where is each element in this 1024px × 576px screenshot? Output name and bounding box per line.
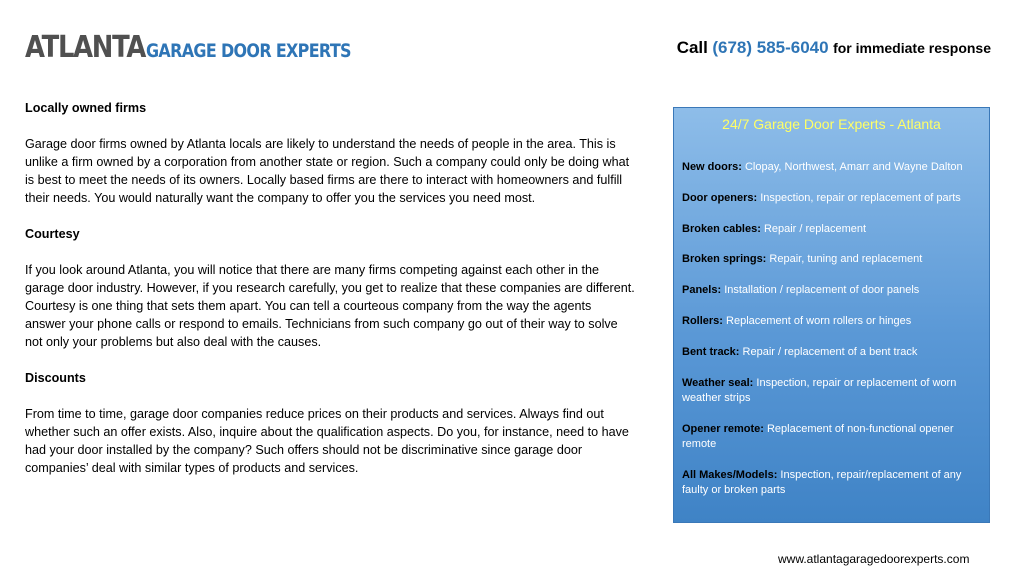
service-label: New doors: bbox=[682, 161, 742, 173]
services-panel bbox=[673, 107, 990, 523]
service-item-new-doors bbox=[682, 160, 981, 175]
service-label: All Makes/Models: bbox=[682, 468, 778, 481]
service-item-broken-springs bbox=[682, 252, 981, 267]
call-word: Call bbox=[676, 38, 708, 57]
article-body bbox=[25, 99, 635, 495]
service-item-door-openers bbox=[682, 191, 981, 206]
panel-title: 24/7 Garage Door Experts - Atlanta bbox=[722, 116, 941, 132]
company-logo bbox=[25, 30, 351, 65]
service-item-panels bbox=[682, 283, 981, 298]
section-paragraph: If you look around Atlanta, you will notice that there are many firms competing against each other in the garage door industry. However, if you research carefully, you get to realize that these companies are different. Courtesy is one thing that sets them apart. You can tell a courteous company from the way the agents answer your phone calls or respond to emails. Technicians from such company go out of their way to solve not only your problems but also deal with the causes. bbox=[25, 263, 635, 349]
phone-number[interactable]: (678) 585-6040 bbox=[712, 38, 829, 57]
logo-garage-door-experts-text: GARAGE DOOR EXPERTS bbox=[146, 40, 351, 62]
section-paragraph: Garage door firms owned by Atlanta locals are likely to understand the needs of people in the area. This is unlike a firm owned by a corporation from another state or region. Such a company could only be doing what is best to meet the needs of its owners. Locally based firms are there to interact with homeowners and fulfill their needs. You would naturally want the company to offer you the services you need most. bbox=[25, 137, 630, 205]
logo-atlanta-text: ATLANTA bbox=[25, 30, 146, 65]
service-item-bent-track bbox=[682, 345, 981, 360]
call-tagline: for immediate response bbox=[833, 40, 991, 56]
service-label: Door openers: bbox=[682, 191, 758, 204]
service-description: Repair / replacement of a bent track bbox=[742, 345, 918, 358]
section-heading: Locally owned firms bbox=[25, 101, 147, 115]
service-description: Installation / replacement of door panels bbox=[724, 284, 920, 297]
section-discounts bbox=[25, 369, 635, 477]
service-description: Replacement of non-functional opener remote bbox=[682, 422, 954, 451]
section-paragraph: From time to time, garage door companies reduce prices on their products and services. Always find out whether such an offer exists. Also, inquire about the qualification aspects. Do you, for instance, need to have had your door installed by the company? Such offers should not be discriminative since garage door companies’ deal with similar types of products and services. bbox=[25, 407, 629, 475]
service-description: Replacement of worn rollers or hinges bbox=[726, 314, 912, 327]
website-url[interactable]: www.atlantagaragedoorexperts.com bbox=[778, 552, 970, 566]
service-description: Inspection, repair or replacement of worn weather strips bbox=[682, 376, 957, 404]
section-courtesy bbox=[25, 225, 635, 351]
section-heading: Discounts bbox=[25, 371, 86, 385]
service-label: Broken springs: bbox=[682, 253, 767, 266]
service-description: Clopay, Northwest, Amarr and Wayne Dalton bbox=[744, 161, 963, 173]
service-label: Broken cables: bbox=[682, 222, 761, 235]
service-label: Opener remote: bbox=[682, 422, 764, 435]
service-description: Inspection, repair or replacement of parts bbox=[760, 191, 961, 204]
service-description: Inspection, repair/replacement of any faulty or broken parts bbox=[682, 468, 962, 497]
service-label: Weather seal: bbox=[682, 376, 754, 389]
section-locally-owned bbox=[25, 99, 635, 207]
call-banner bbox=[677, 38, 991, 58]
service-item-opener-remote bbox=[682, 422, 981, 453]
service-item-weather-seal bbox=[682, 376, 981, 407]
service-description: Repair, tuning and replacement bbox=[769, 253, 923, 266]
service-item-broken-cables bbox=[682, 222, 981, 237]
section-heading: Courtesy bbox=[25, 227, 80, 241]
service-item-all-makes-models bbox=[682, 468, 981, 499]
service-description: Repair / replacement bbox=[763, 222, 867, 235]
service-item-rollers bbox=[682, 314, 981, 329]
service-label: Panels: bbox=[682, 284, 722, 297]
service-label: Rollers: bbox=[682, 314, 723, 327]
service-label: Bent track: bbox=[682, 345, 740, 358]
